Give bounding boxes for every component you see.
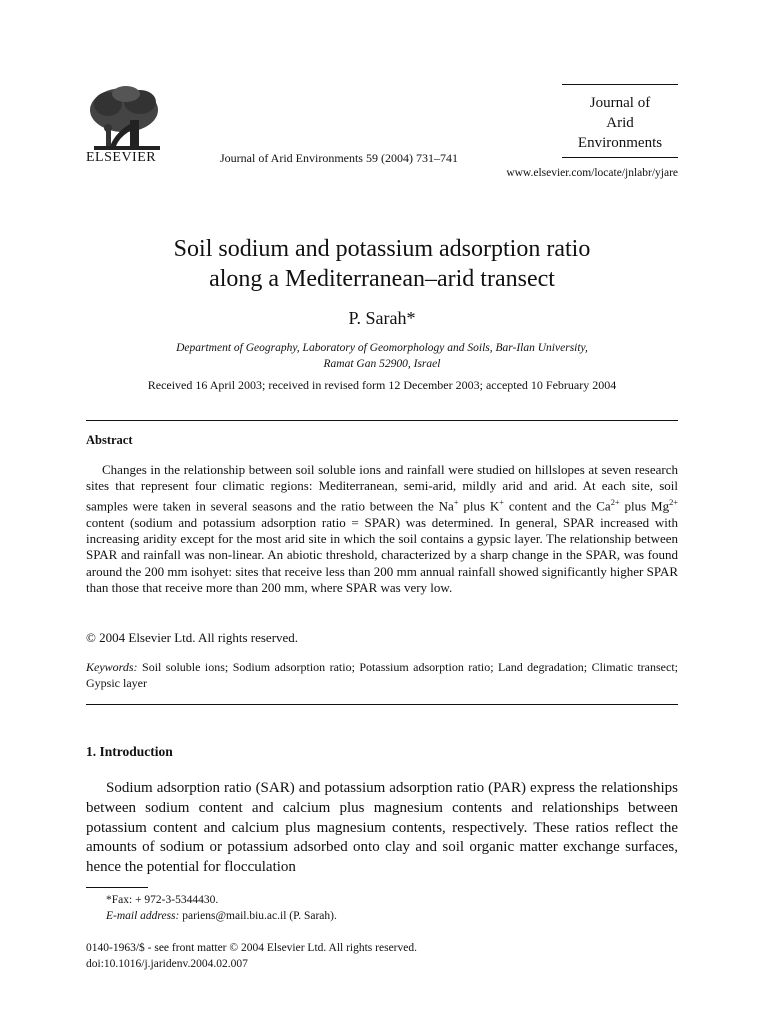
footnote-email (106, 910, 337, 922)
journal-title-box (562, 84, 678, 158)
received-dates: Received 16 April 2003; received in revised form 12 December 2003; accepted 10 February 2004 (147, 378, 617, 392)
mg-text: plus Mg (624, 498, 670, 514)
journal-title-line: Journal of (589, 95, 651, 111)
keywords-list: Soil soluble ions; Sodium adsorption ratio; Potassium adsorption ratio; Land degradation; Climatic transect; Gypsic layer (86, 660, 678, 690)
title-line: along a Mediterranean–arid transect (209, 266, 555, 292)
author-name: P. Sarah* (348, 308, 416, 328)
email-address[interactable]: pariens@mail.biu.ac.il (P. Sarah). (182, 910, 337, 922)
na-symbol: Na (438, 498, 454, 514)
journal-citation: Journal of Arid Environments 59 (2004) 731–741 (220, 151, 458, 165)
section-heading-introduction: 1. Introduction (86, 744, 173, 759)
abstract-text: Changes in the relationship between soil soluble ions and rainfall were studied on hillslopes at seven research sites that represent four climatic regions: Mediterranean, semi-arid, mildly arid and arid. At each site, soil samples were taken in several seasons and the ratio between the (86, 462, 678, 514)
footnote-fax: *Fax: + 972-3-5344430. (106, 894, 219, 906)
footnote-divider (86, 887, 148, 888)
abstract-copyright: © 2004 Elsevier Ltd. All rights reserved. (86, 630, 299, 645)
divider (86, 420, 678, 421)
publisher-name: ELSEVIER (86, 150, 157, 165)
ca-text: content and the Ca (508, 498, 611, 514)
keywords (86, 660, 678, 691)
issn-line: 0140-1963/$ - see front matter © 2004 Elsevier Ltd. All rights reserved. (86, 942, 417, 954)
journal-url-link[interactable]: www.elsevier.com/locate/jnlabr/yjare (506, 167, 678, 179)
affiliation-line: Department of Geography, Laboratory of Geomorphology and Soils, Bar-Ilan University, (176, 342, 588, 354)
affiliation-line: Ramat Gan 52900, Israel (323, 358, 441, 370)
journal-title-line: Environments (577, 135, 663, 151)
abstract-text: content (sodium and potassium adsorption ratio = SPAR) was determined. In general, SPAR increased with increasing aridity except for the most arid site in which the soil contains a gypsic layer. The relationship between SPAR and rainfall was non-linear. An abiotic threshold, characterized by a sharp change in the SPAR, was found around the 200 mm isohyet: sites that receive less than 200 mm annual rainfall showed significantly higher SPAR than those that receive more than 200 mm, where SPAR was very low. (86, 514, 678, 595)
title-line: Soil sodium and potassium adsorption ratio (173, 236, 591, 262)
charge-sup: 2+ (669, 497, 679, 508)
author-affiliation (86, 340, 678, 372)
abstract-heading: Abstract (86, 433, 133, 447)
email-label: E-mail address: (106, 910, 180, 922)
doi-line[interactable]: doi:10.1016/j.jaridenv.2004.02.007 (86, 958, 248, 970)
journal-title-line: Arid (606, 115, 634, 131)
divider (86, 704, 678, 705)
k-text: plus K (463, 498, 500, 514)
keywords-label: Keywords: (86, 660, 138, 674)
abstract-body: Changes in the relationship between soil soluble ions and rainfall were studied on hillslopes at seven research sites that represent four climatic regions: Mediterranean, semi-arid, mildly arid and arid. At each site, soil samples were taken in several seasons and the ratio between the Na+ plus K+ content and the $Ca^{2+}$ plus $Mg^{2+}$ content (sodium and potassium adsorption ratio = SPAR) was determined. In general, SPAR increased with increasing aridity except for the most arid site in which the soil contains a gypsic layer. The relationship between SPAR and rainfall was non-linear. An abiotic threshold, characterized by a sharp change in the SPAR, was found around the 200 mm isohyet: sites that receive less than 200 mm annual rainfall showed significantly higher SPAR than those that receive more than 200 mm, where SPAR was very low. (86, 462, 679, 595)
charge-sup: 2+ (610, 497, 620, 508)
introduction-paragraph: Sodium adsorption ratio (SAR) and potassium adsorption ratio (PAR) express the relationships between sodium content and calcium plus magnesium contents and relationships between potassium content and calcium plus magnesium contents, respectively. These ratios reflect the amounts of sodium or potassium adsorbed onto clay and soil organic matter exchange surfaces, hence the potential for flocculation (86, 780, 678, 876)
article-title (86, 234, 678, 294)
